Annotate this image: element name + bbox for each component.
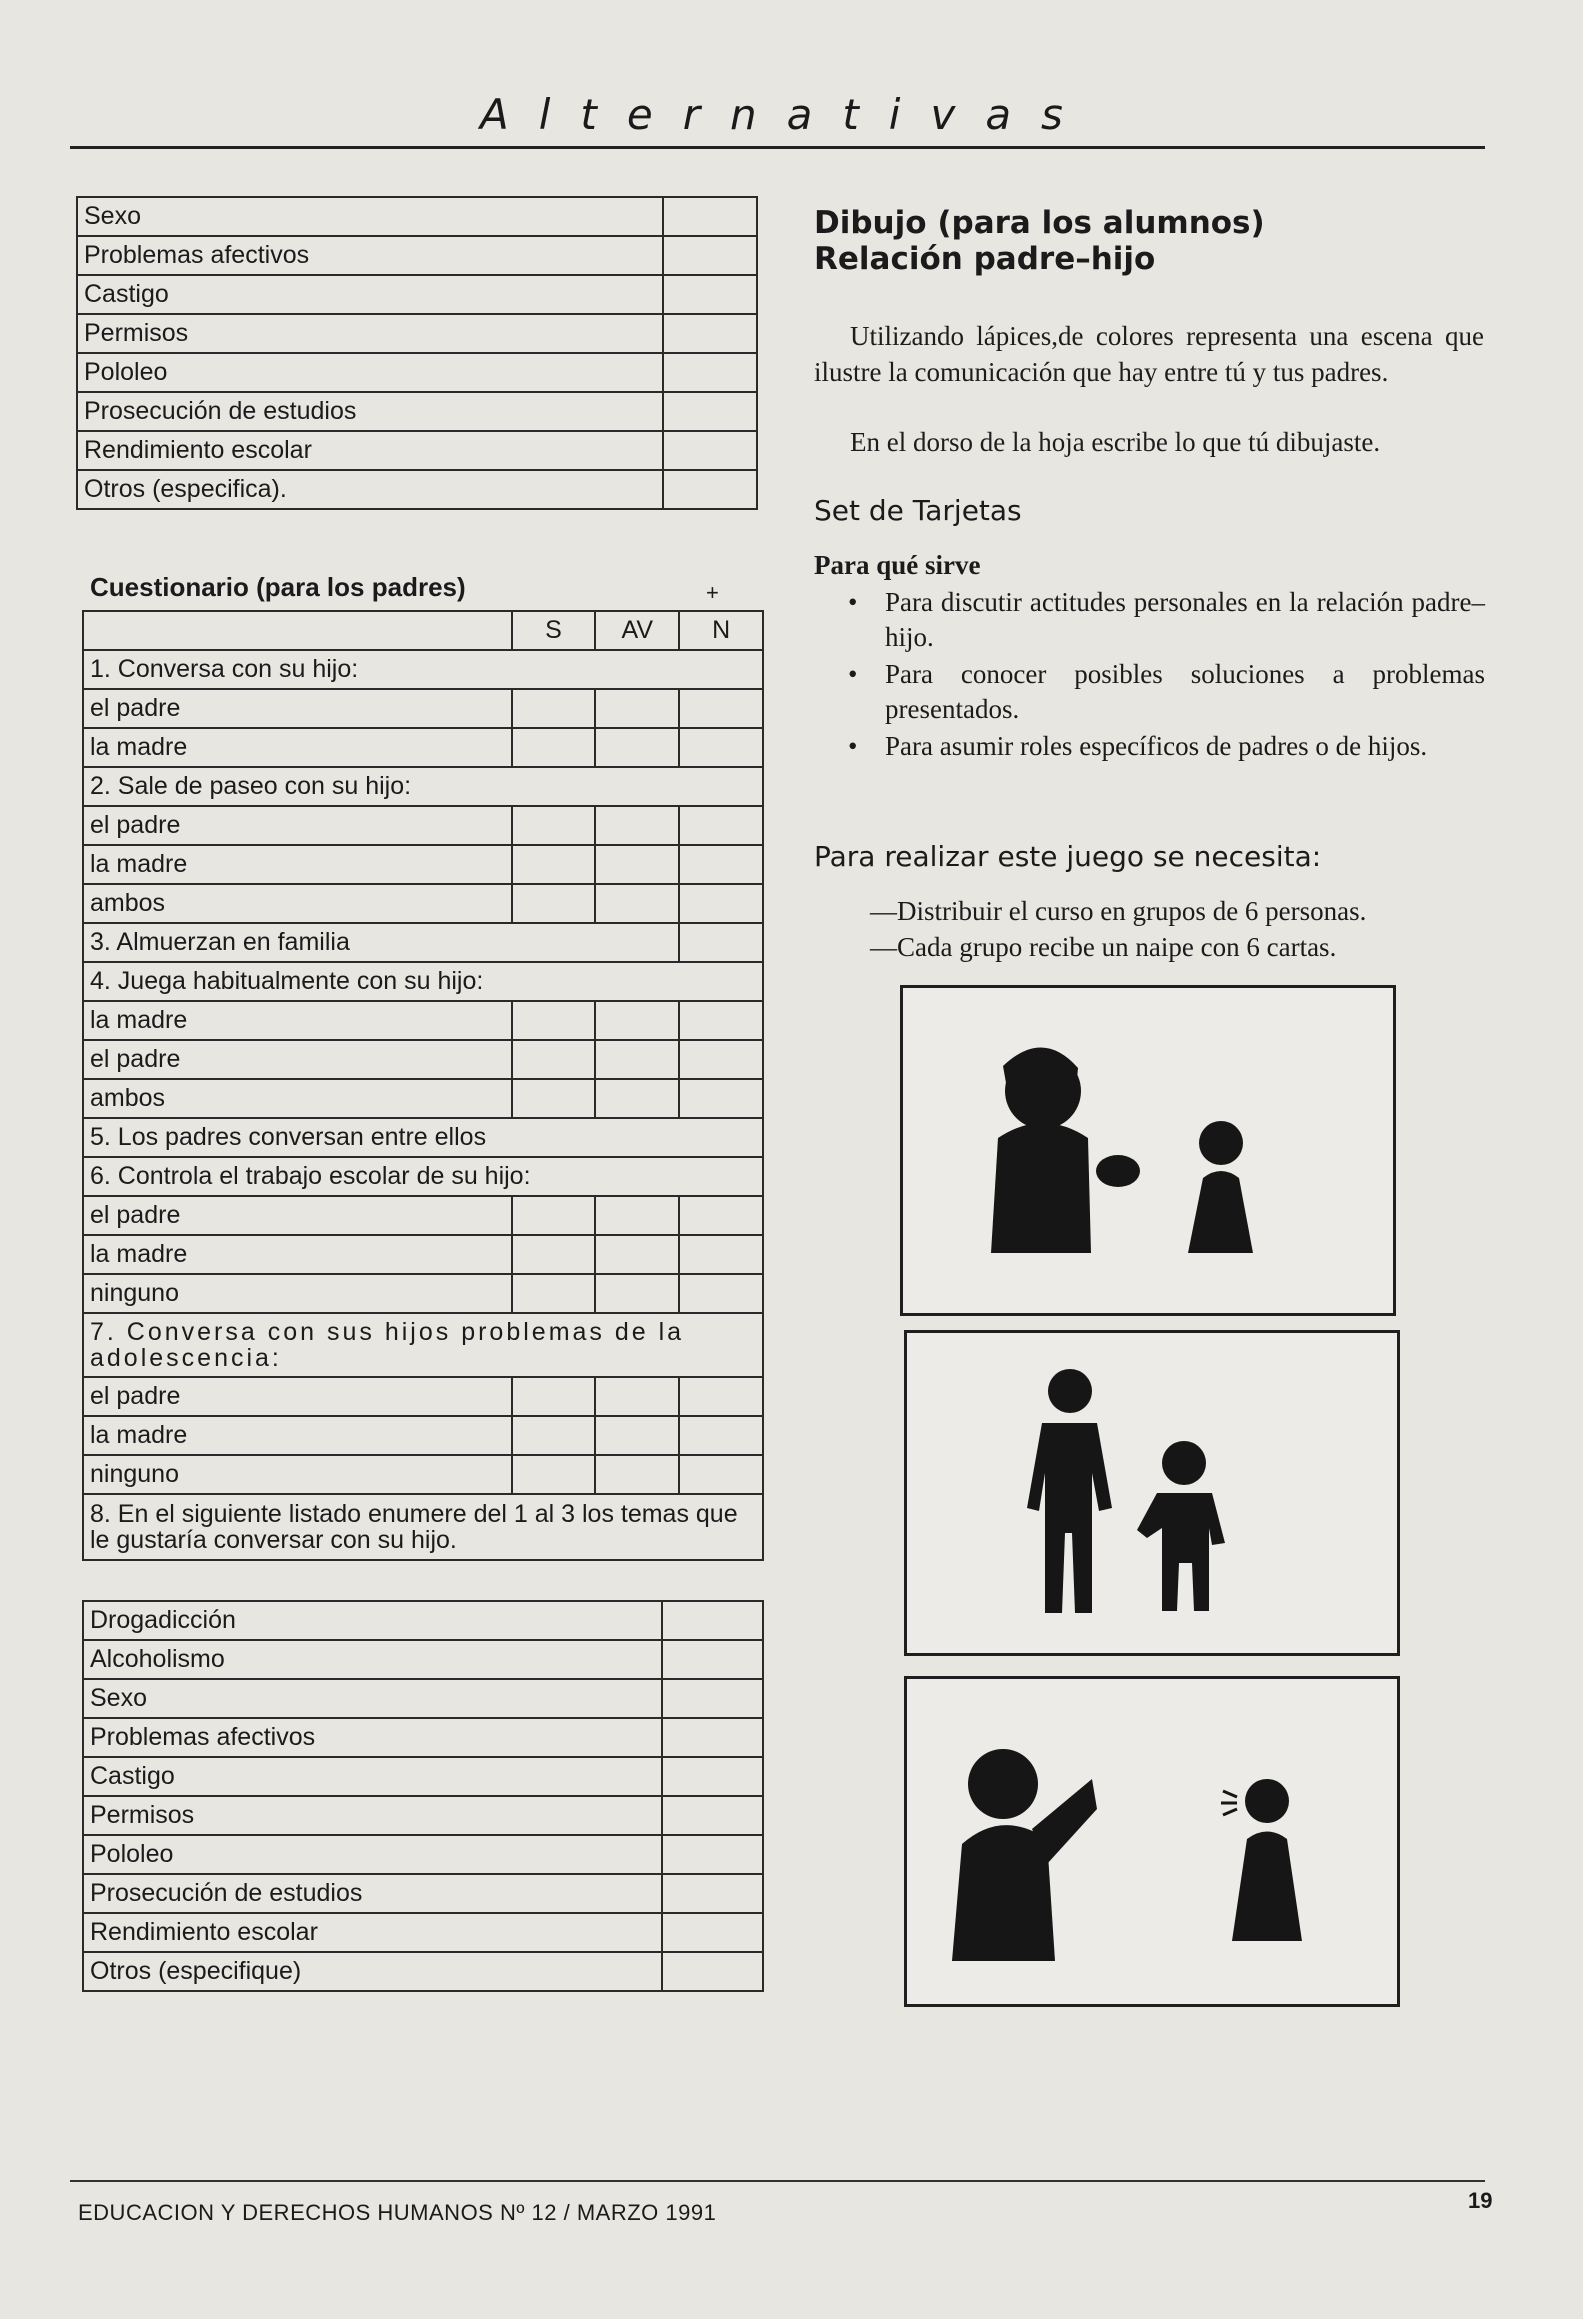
- answer-cell[interactable]: [663, 431, 757, 470]
- answer-cell-av[interactable]: [595, 806, 679, 845]
- table-row: [83, 1640, 763, 1679]
- list-item: • Para asumir roles específicos de padres o de hijos.: [840, 729, 1485, 764]
- rank-cell[interactable]: [662, 1913, 763, 1952]
- answer-cell-av[interactable]: [595, 1274, 679, 1313]
- question-text: 1. Conversa con su hijo:: [83, 650, 763, 689]
- answer-cell-av[interactable]: [595, 1001, 679, 1040]
- table-row: [83, 1796, 763, 1835]
- requirements-heading: Para realizar este juego se necesita:: [814, 840, 1322, 873]
- row-label: Pololeo: [83, 1835, 662, 1874]
- option-label: la madre: [83, 845, 512, 884]
- answer-cell-n[interactable]: [679, 1274, 763, 1313]
- question-text: 6. Controla el trabajo escolar de su hijo:: [83, 1157, 763, 1196]
- question-row: [83, 1157, 763, 1196]
- table-row: [77, 392, 757, 431]
- answer-cell-n[interactable]: [679, 845, 763, 884]
- option-label: el padre: [83, 806, 512, 845]
- section-title-line2: Relación padre–hijo: [814, 241, 1156, 277]
- answer-cell-s[interactable]: [512, 1455, 596, 1494]
- publication-footer: EDUCACION Y DERECHOS HUMANOS Nº 12 / MARZO 1991: [78, 2200, 717, 2225]
- adult-child-talking-illustration: [903, 988, 1393, 1313]
- row-label: Sexo: [77, 197, 663, 236]
- answer-cell-av[interactable]: [595, 1455, 679, 1494]
- question-text: 3. Almuerzan en familia: [83, 923, 679, 962]
- answer-cell-av[interactable]: [595, 1196, 679, 1235]
- footer-rule: [70, 2180, 1485, 2182]
- question-text: 7. Conversa con sus hijos problemas de la adolescencia:: [83, 1313, 763, 1377]
- question-row: [83, 650, 763, 689]
- answer-cell-av[interactable]: [595, 1079, 679, 1118]
- answer-cell-s[interactable]: [512, 884, 596, 923]
- answer-cell-n[interactable]: [679, 1455, 763, 1494]
- answer-cell-s[interactable]: [512, 1274, 596, 1313]
- answer-cell-n[interactable]: [679, 1079, 763, 1118]
- row-label: Rendimiento escolar: [83, 1913, 662, 1952]
- table-row: [83, 1679, 763, 1718]
- row-label: Otros (especifique): [83, 1952, 662, 1991]
- header-blank: [83, 611, 512, 650]
- answer-cell-av[interactable]: [595, 1416, 679, 1455]
- answer-cell-s[interactable]: [512, 1040, 596, 1079]
- row-label: Otros (especifica).: [77, 470, 663, 509]
- question-row: [83, 1494, 763, 1560]
- answer-cell-n[interactable]: [679, 1235, 763, 1274]
- answer-cell-s[interactable]: [512, 1377, 596, 1416]
- questionnaire-title: Cuestionario (para los padres): [90, 572, 466, 602]
- row-label: Pololeo: [77, 353, 663, 392]
- row-label: Drogadicción: [83, 1601, 662, 1640]
- question-row: [83, 923, 763, 962]
- row-label: Castigo: [77, 275, 663, 314]
- running-head: Alternativas: [480, 90, 1093, 139]
- row-label: Prosecución de estudios: [83, 1874, 662, 1913]
- option-label: el padre: [83, 1040, 512, 1079]
- rank-cell[interactable]: [662, 1796, 763, 1835]
- header-rule: [70, 146, 1485, 149]
- row-label: Sexo: [83, 1679, 662, 1718]
- option-row: [83, 1235, 763, 1274]
- question-text: 8. En el siguiente listado enumere del 1 al 3 los temas que le gustaría conversar con su hijo.: [83, 1494, 763, 1560]
- option-row: [83, 689, 763, 728]
- question-text: 4. Juega habitualmente con su hijo:: [83, 962, 763, 1001]
- table-row: [77, 470, 757, 509]
- row-label: Prosecución de estudios: [77, 392, 663, 431]
- plus-mark: +: [706, 580, 719, 605]
- rank-cell[interactable]: [662, 1952, 763, 1991]
- option-label: ambos: [83, 884, 512, 923]
- answer-cell-n[interactable]: [679, 689, 763, 728]
- answer-cell-n[interactable]: [679, 1196, 763, 1235]
- option-row: [83, 806, 763, 845]
- question-row: [83, 1313, 763, 1377]
- question-row: [83, 767, 763, 806]
- rank-cell[interactable]: [662, 1718, 763, 1757]
- answer-cell-s[interactable]: [512, 1001, 596, 1040]
- table-row: [77, 275, 757, 314]
- question-text: 2. Sale de paseo con su hijo:: [83, 767, 763, 806]
- option-label: ambos: [83, 1079, 512, 1118]
- option-label: la madre: [83, 1416, 512, 1455]
- answer-cell-av[interactable]: [595, 1377, 679, 1416]
- table-row: [77, 314, 757, 353]
- row-label: Problemas afectivos: [83, 1718, 662, 1757]
- answer-cell[interactable]: [663, 470, 757, 509]
- list-item: • Para discutir actitudes personales en la relación padre–hijo.: [840, 585, 1485, 655]
- answer-cell-s[interactable]: [512, 845, 596, 884]
- answer-cell[interactable]: [663, 275, 757, 314]
- answer-cell-av[interactable]: [595, 728, 679, 767]
- table-row: [83, 1835, 763, 1874]
- table-row: [77, 197, 757, 236]
- table-row: [83, 1718, 763, 1757]
- question-row: [83, 962, 763, 1001]
- row-label: Permisos: [83, 1796, 662, 1835]
- option-label: el padre: [83, 1196, 512, 1235]
- answer-cell-s[interactable]: [512, 728, 596, 767]
- row-label: Problemas afectivos: [77, 236, 663, 275]
- table-row: [77, 236, 757, 275]
- answer-cell[interactable]: [663, 314, 757, 353]
- drawing-note: En el dorso de la hoja escribe lo que tú dibujaste.: [850, 427, 1381, 457]
- option-row: [83, 845, 763, 884]
- rank-cell[interactable]: [662, 1601, 763, 1640]
- option-label: ninguno: [83, 1274, 512, 1313]
- question-text: 5. Los padres conversan entre ellos: [83, 1118, 763, 1157]
- option-label: el padre: [83, 689, 512, 728]
- section-title: [814, 205, 1265, 277]
- answer-cell[interactable]: [679, 923, 763, 962]
- answer-cell[interactable]: [663, 392, 757, 431]
- answer-cell[interactable]: [663, 353, 757, 392]
- answer-cell-s[interactable]: [512, 806, 596, 845]
- table-row: [83, 1757, 763, 1796]
- option-label: la madre: [83, 1235, 512, 1274]
- row-label: Permisos: [77, 314, 663, 353]
- answer-cell-n[interactable]: [679, 806, 763, 845]
- answer-cell-s[interactable]: [512, 1079, 596, 1118]
- card-illustration-1: [900, 985, 1396, 1316]
- section-title-line1: Dibujo (para los alumnos): [814, 205, 1265, 241]
- answer-cell-n[interactable]: [679, 728, 763, 767]
- requirement-item: —Cada grupo recibe un naipe con 6 cartas.: [870, 932, 1337, 962]
- rank-cell[interactable]: [662, 1640, 763, 1679]
- table-row: [83, 1874, 763, 1913]
- question-row: [83, 1118, 763, 1157]
- table-row: [83, 1913, 763, 1952]
- answer-cell-av[interactable]: [595, 884, 679, 923]
- answer-cell[interactable]: [663, 197, 757, 236]
- answer-cell-n[interactable]: [679, 884, 763, 923]
- option-label: el padre: [83, 1377, 512, 1416]
- answer-cell-s[interactable]: [512, 1235, 596, 1274]
- drawing-instructions: Utilizando lápices,de colores representa una escena que ilustre la comunicación que hay entre tú y tus padres.: [814, 321, 1484, 387]
- requirement-item: —Distribuir el curso en grupos de 6 personas.: [870, 896, 1367, 926]
- set-heading: Set de Tarjetas: [814, 494, 1022, 527]
- answer-cell-av[interactable]: [595, 689, 679, 728]
- option-row: [83, 1455, 763, 1494]
- header-row: [83, 611, 763, 650]
- option-row: [83, 1416, 763, 1455]
- answer-cell-s[interactable]: [512, 1196, 596, 1235]
- option-label: la madre: [83, 728, 512, 767]
- option-label: la madre: [83, 1001, 512, 1040]
- rank-cell[interactable]: [662, 1874, 763, 1913]
- topics-table-parents: [82, 1600, 764, 1992]
- option-row: [83, 1377, 763, 1416]
- option-row: [83, 1274, 763, 1313]
- list-item: • Para conocer posibles soluciones a problemas presentados.: [840, 657, 1485, 727]
- answer-cell-s[interactable]: [512, 689, 596, 728]
- row-label: Castigo: [83, 1757, 662, 1796]
- option-row: [83, 728, 763, 767]
- option-row: [83, 1196, 763, 1235]
- card-illustration-2: [904, 1330, 1400, 1656]
- row-label: Alcoholismo: [83, 1640, 662, 1679]
- answer-cell-av[interactable]: [595, 1235, 679, 1274]
- row-label: Rendimiento escolar: [77, 431, 663, 470]
- adult-child-holding-hands-illustration: [907, 1333, 1397, 1653]
- rank-cell[interactable]: [662, 1757, 763, 1796]
- option-row: [83, 1079, 763, 1118]
- purpose-heading: Para qué sirve: [814, 550, 981, 580]
- answer-cell-n[interactable]: [679, 1040, 763, 1079]
- table-row: [77, 431, 757, 470]
- option-row: [83, 1040, 763, 1079]
- table-row: [83, 1952, 763, 1991]
- purpose-list: [840, 585, 1485, 766]
- page-number: 19: [1468, 2188, 1493, 2213]
- rank-cell[interactable]: [662, 1835, 763, 1874]
- answer-cell-s[interactable]: [512, 1416, 596, 1455]
- column-header-av: AV: [595, 611, 679, 650]
- table-row: [83, 1601, 763, 1640]
- answer-cell-n[interactable]: [679, 1416, 763, 1455]
- rank-cell[interactable]: [662, 1679, 763, 1718]
- card-illustration-3: [904, 1676, 1400, 2007]
- adult-scolding-child-illustration: [907, 1679, 1397, 2004]
- option-row: [83, 884, 763, 923]
- topics-table-students: [76, 196, 758, 510]
- answer-cell-av[interactable]: [595, 1040, 679, 1079]
- column-header-s: S: [512, 611, 596, 650]
- table-row: [77, 353, 757, 392]
- answer-cell-n[interactable]: [679, 1001, 763, 1040]
- answer-cell[interactable]: [663, 236, 757, 275]
- option-label: ninguno: [83, 1455, 512, 1494]
- answer-cell-av[interactable]: [595, 845, 679, 884]
- column-header-n: N: [679, 611, 763, 650]
- answer-cell-n[interactable]: [679, 1377, 763, 1416]
- option-row: [83, 1001, 763, 1040]
- questionnaire-table: [82, 610, 764, 1561]
